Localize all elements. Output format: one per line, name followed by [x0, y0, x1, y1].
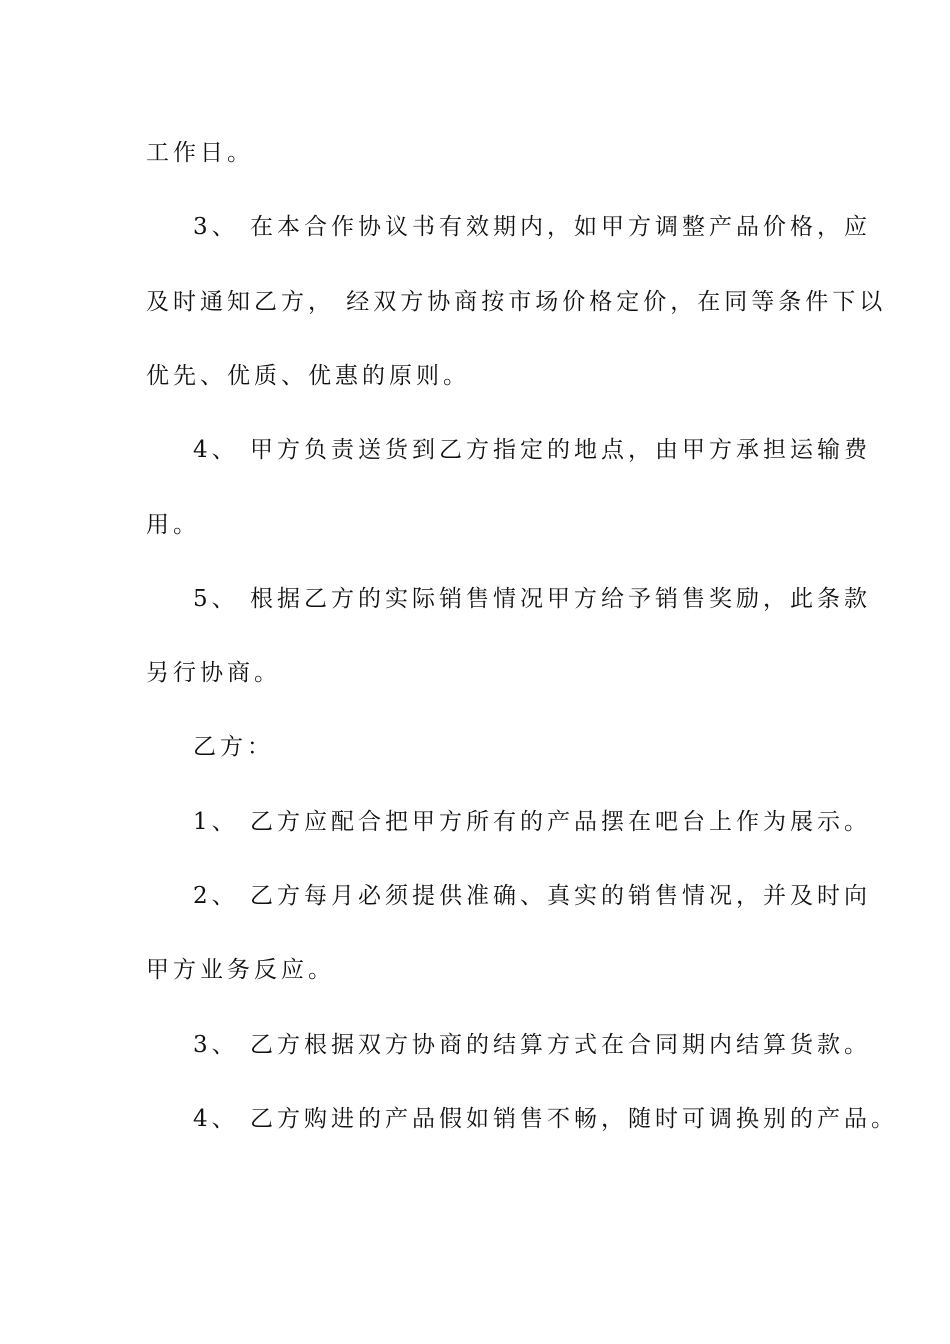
text-line: 甲方业务反应。 [146, 957, 335, 983]
text-line: 用。 [146, 512, 200, 538]
text-line: 另行协商。 [146, 660, 281, 686]
party-b-clause-4: 4、 乙方购进的产品假如销售不畅，随时可调换别的产品。 [193, 1106, 898, 1132]
party-b-clause-2: 2、 乙方每月必须提供准确、真实的销售情况，并及时向 [193, 883, 871, 909]
party-b-heading: 乙方： [193, 734, 274, 760]
text-line: 及时通知乙方， 经双方协商按市场价格定价，在同等条件下以 [146, 289, 887, 315]
party-b-clause-1: 1、 乙方应配合把甲方所有的产品摆在吧台上作为展示。 [193, 809, 871, 835]
clause-heading-4: 4、 甲方负责送货到乙方指定的地点，由甲方承担运输费 [193, 437, 871, 463]
text-line: 优先、优质、优惠的原则。 [146, 363, 470, 389]
text-line: 工作日。 [146, 140, 254, 166]
clause-heading-3: 3、 在本合作协议书有效期内，如甲方调整产品价格，应 [193, 214, 871, 240]
clause-heading-5: 5、 根据乙方的实际销售情况甲方给予销售奖励，此条款 [193, 586, 871, 612]
party-b-clause-3: 3、 乙方根据双方协商的结算方式在合同期内结算货款。 [193, 1032, 871, 1058]
